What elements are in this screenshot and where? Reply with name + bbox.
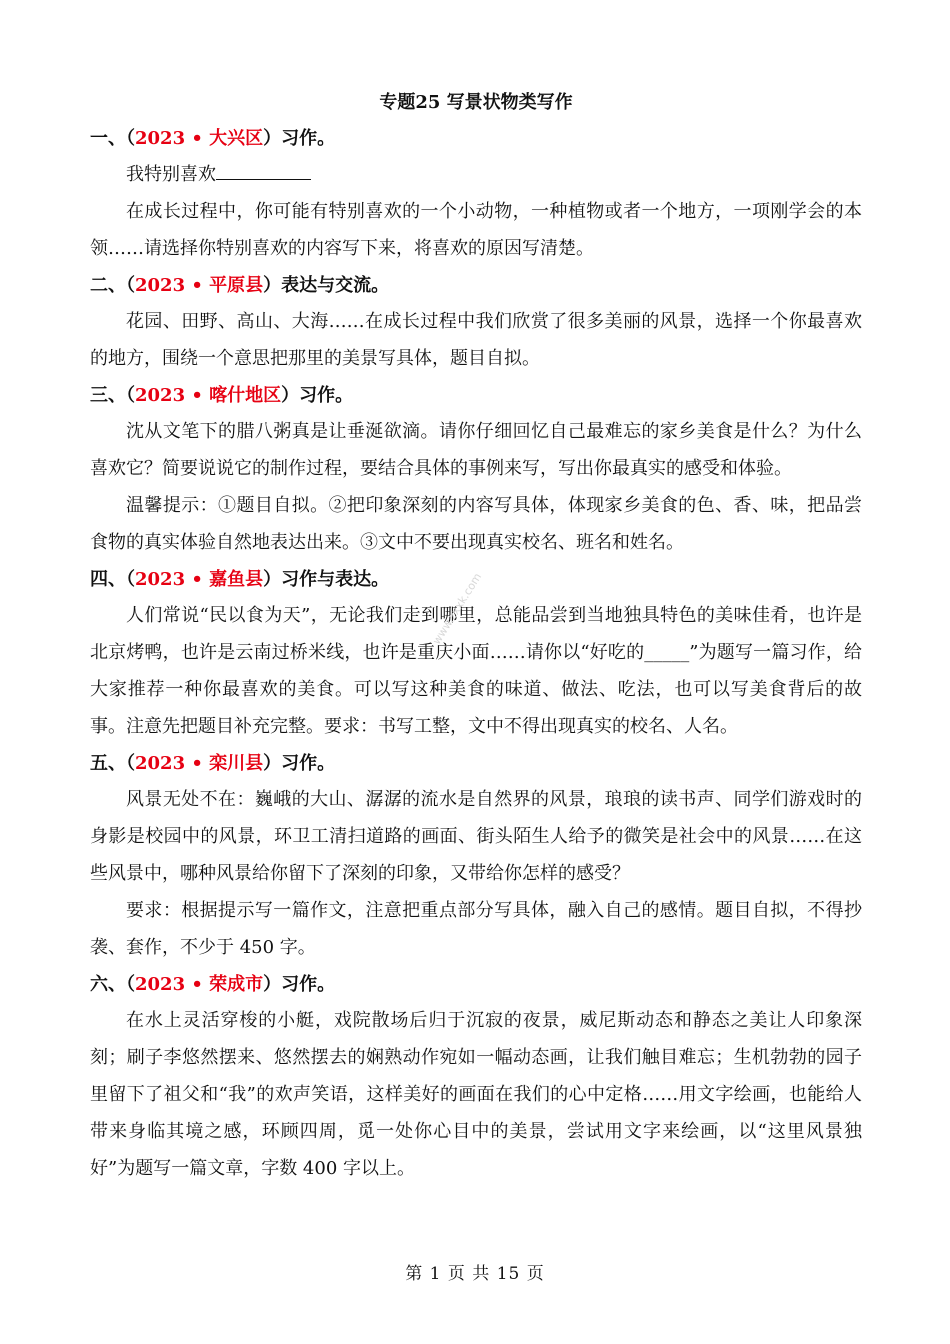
watermark-text: www.zxxk.com: [430, 570, 485, 647]
prompt-requirements: 要求：根据提示写一篇作文，注意把重点部分写具体，融入自己的感情。题目自拟，不得抄袭、套作，不少于 450 字。: [90, 900, 862, 958]
prompt-title-line: [90, 156, 862, 193]
section-number: 四、（: [90, 569, 135, 590]
section-task: ）习作。: [263, 974, 336, 995]
section-task: ）习作。: [281, 385, 354, 406]
prompt-paragraph: 人们常说“民以食为天”，无论我们走到哪里，总能品尝到当地独具特色的美味佳肴，也许是北京烤鸭，也许是云南过桥米线，也许是重庆小面……请你以“好吃的_____”为题写一篇习作，给大家推荐一种你最喜欢的美食。可以写这种美食的味道、做法、吃法，也可以写美食背后的故事。注意先把题目补充完整。要求：书写工整，文中不得出现真实的校名、人名。: [90, 605, 862, 737]
section-number: 二、（: [90, 275, 135, 296]
section-source: 2023 • 荣成市: [135, 974, 264, 995]
section-task: ）表达与交流。: [263, 275, 390, 296]
section-heading: [90, 122, 862, 156]
document-title: 专题25 写景状物类写作: [379, 92, 573, 113]
section-3: [90, 379, 862, 561]
prompt-paragraph: 沈从文笔下的腊八粥真是让垂涎欲滴。请你仔细回忆自己最难忘的家乡美食是什么？为什么喜欢它？简要说说它的制作过程，要结合具体的事例来写，写出你最真实的感受和体验。: [90, 421, 862, 479]
section-1: [90, 122, 862, 267]
prompt-paragraph: 花园、田野、高山、大海……在成长过程中我们欣赏了很多美丽的风景，选择一个你最喜欢的地方，围绕一个意思把那里的美景写具体，题目自拟。: [90, 311, 862, 369]
section-6: [90, 968, 862, 1187]
section-number: 六、（: [90, 974, 135, 995]
section-number: 五、（: [90, 753, 135, 774]
section-task: ）习作与表达。: [263, 569, 390, 590]
section-number: 一、（: [90, 128, 135, 149]
prompt-paragraph: 在水上灵活穿梭的小艇，戏院散场后归于沉寂的夜景，威尼斯动态和静态之美让人印象深刻；刷子李悠然摆来、悠然摆去的娴熟动作宛如一幅动态画，让我们触目难忘；生机勃勃的园子里留下了祖父和“我”的欢声笑语，这样美好的画面在我们的心中定格……用文字绘画，也能给人带来身临其境之感，环顾四周，觅一处你心目中的美景，尝试用文字来绘画，以“这里风景独好”为题写一篇文章，字数 400 字以上。: [90, 1010, 862, 1179]
section-heading: [90, 968, 862, 1002]
section-5: [90, 747, 862, 966]
section-source: 2023 • 喀什地区: [135, 385, 282, 406]
section-task: ）习作。: [263, 753, 336, 774]
section-heading: [90, 269, 862, 303]
document-page: [90, 88, 862, 1189]
page-footer: 第 1 页 共 15 页: [405, 1264, 545, 1284]
section-task: ）习作。: [263, 128, 336, 149]
section-source: 2023 • 大兴区: [135, 128, 264, 149]
fill-in-blank: [216, 161, 311, 180]
section-source: 2023 • 嘉鱼县: [135, 569, 264, 590]
section-source: 2023 • 平原县: [135, 275, 264, 296]
prompt-title-text: 我特别喜欢: [126, 164, 216, 185]
section-number: 三、（: [90, 385, 135, 406]
prompt-hint: 温馨提示：①题目自拟。②把印象深刻的内容写具体，体现家乡美食的色、香、味，把品尝食物的真实体验自然地表达出来。③文中不要出现真实校名、班名和姓名。: [90, 495, 862, 553]
section-heading: [90, 379, 862, 413]
prompt-paragraph: 在成长过程中，你可能有特别喜欢的一个小动物，一种植物或者一个地方，一项刚学会的本领……请选择你特别喜欢的内容写下来，将喜欢的原因写清楚。: [90, 201, 862, 259]
prompt-paragraph: 风景无处不在：巍峨的大山、潺潺的流水是自然界的风景，琅琅的读书声、同学们游戏时的身影是校园中的风景，环卫工清扫道路的画面、街头陌生人给予的微笑是社会中的风景……在这些风景中，哪种风景给你留下了深刻的印象，又带给你怎样的感受？: [90, 789, 862, 884]
section-heading: [90, 747, 862, 781]
section-source: 2023 • 栾川县: [135, 753, 264, 774]
section-2: [90, 269, 862, 377]
